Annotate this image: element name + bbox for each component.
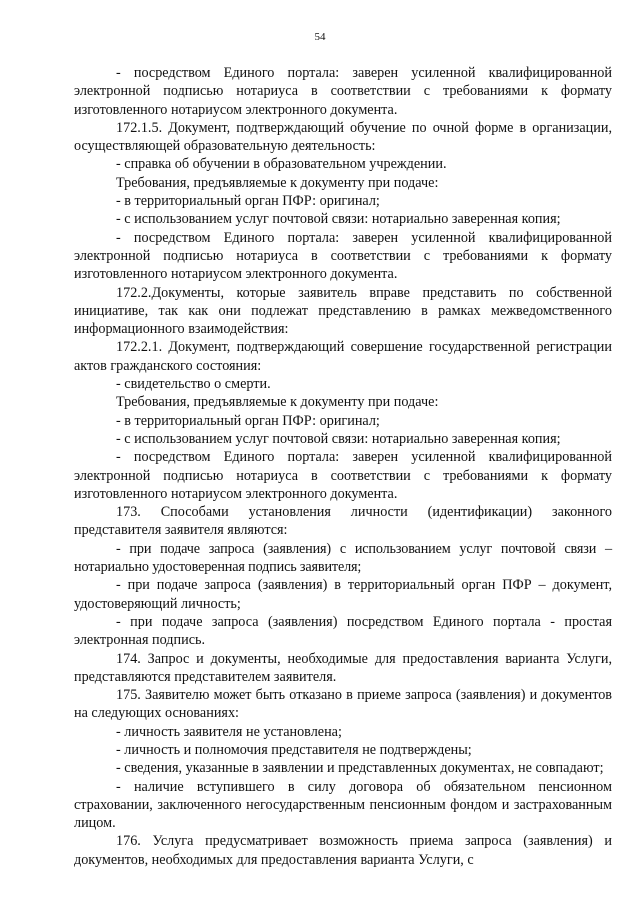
paragraph: 172.1.5. Документ, подтверждающий обучение по очной форме в организации, осуществляющей образовательную деятельность: (74, 119, 612, 155)
page-number: 54 (314, 31, 326, 43)
paragraph: - свидетельство о смерти. (116, 376, 271, 393)
paragraph: 173. Способами установления личности (идентификации) законного представителя заявителя являются: (74, 504, 612, 539)
document-body (74, 64, 612, 869)
paragraph: - посредством Единого портала: заверен усиленной квалифицированной электронной подписью нотариуса в соответствии с требованиями к формату изготовленного нотариусом электронного документа. (74, 229, 612, 283)
paragraph: - справка об обучении в образовательном учреждении. (116, 156, 447, 173)
paragraph: 174. Запрос и документы, необходимые для предоставления варианта Услуги, представляются представителем заявителя. (74, 650, 612, 685)
paragraph: - посредством Единого портала: заверен усиленной квалифицированной электронной подписью нотариуса в соответствии с требованиями к формату изготовленного нотариусом электронного документа. (74, 449, 612, 502)
paragraph: 172.2.1. Документ, подтверждающий совершение государственной регистрации актов гражданского состояния: (74, 339, 612, 374)
paragraph: - при подаче запроса (заявления) с использованием услуг почтовой связи – нотариально удостоверенная подпись заявителя; (74, 540, 612, 576)
paragraph: Требования, предъявляемые к документу при подаче: (116, 174, 439, 191)
paragraph: - личность заявителя не установлена; (116, 723, 342, 740)
paragraph: - при подаче запроса (заявления) в территориальный орган ПФР – документ, удостоверяющий личность; (74, 577, 612, 612)
paragraph: - посредством Единого портала: заверен усиленной квалифицированной электронной подписью нотариуса в соответствии с требованиями к формату изготовленного нотариусом электронного документа. (74, 65, 612, 118)
paragraph: - личность и полномочия представителя не подтверждены; (116, 741, 472, 758)
paragraph: 175. Заявителю может быть отказано в приеме запроса (заявления) и документов на следующих основаниях: (74, 687, 612, 722)
paragraph: 172.2.Документы, которые заявитель вправе представить по собственной инициативе, так как они подлежат представлению в рамках межведомственного информационного взаимодействия: (74, 284, 612, 338)
paragraph: - с использованием услуг почтовой связи: нотариально заверенная копия; (116, 211, 561, 228)
paragraph: 176. Услуга предусматривает возможность приема запроса (заявления) и документов, необходимых для предоставления варианта Услуги, с (74, 833, 612, 868)
paragraph: - в территориальный орган ПФР: оригинал; (116, 193, 380, 210)
paragraph: - при подаче запроса (заявления) посредством Единого портала - простая электронная подпись. (74, 613, 612, 649)
paragraph: Требования, предъявляемые к документу при подаче: (116, 394, 439, 411)
paragraph: - в территориальный орган ПФР: оригинал; (116, 412, 380, 429)
paragraph: - сведения, указанные в заявлении и представленных документах, не совпадают; (116, 760, 604, 777)
paragraph: - с использованием услуг почтовой связи: нотариально заверенная копия; (116, 430, 561, 447)
paragraph: - наличие вступившего в силу договора об обязательном пенсионном страховании, заключенного негосударственным пенсионным фондом и застрахованным лицом. (74, 778, 612, 832)
